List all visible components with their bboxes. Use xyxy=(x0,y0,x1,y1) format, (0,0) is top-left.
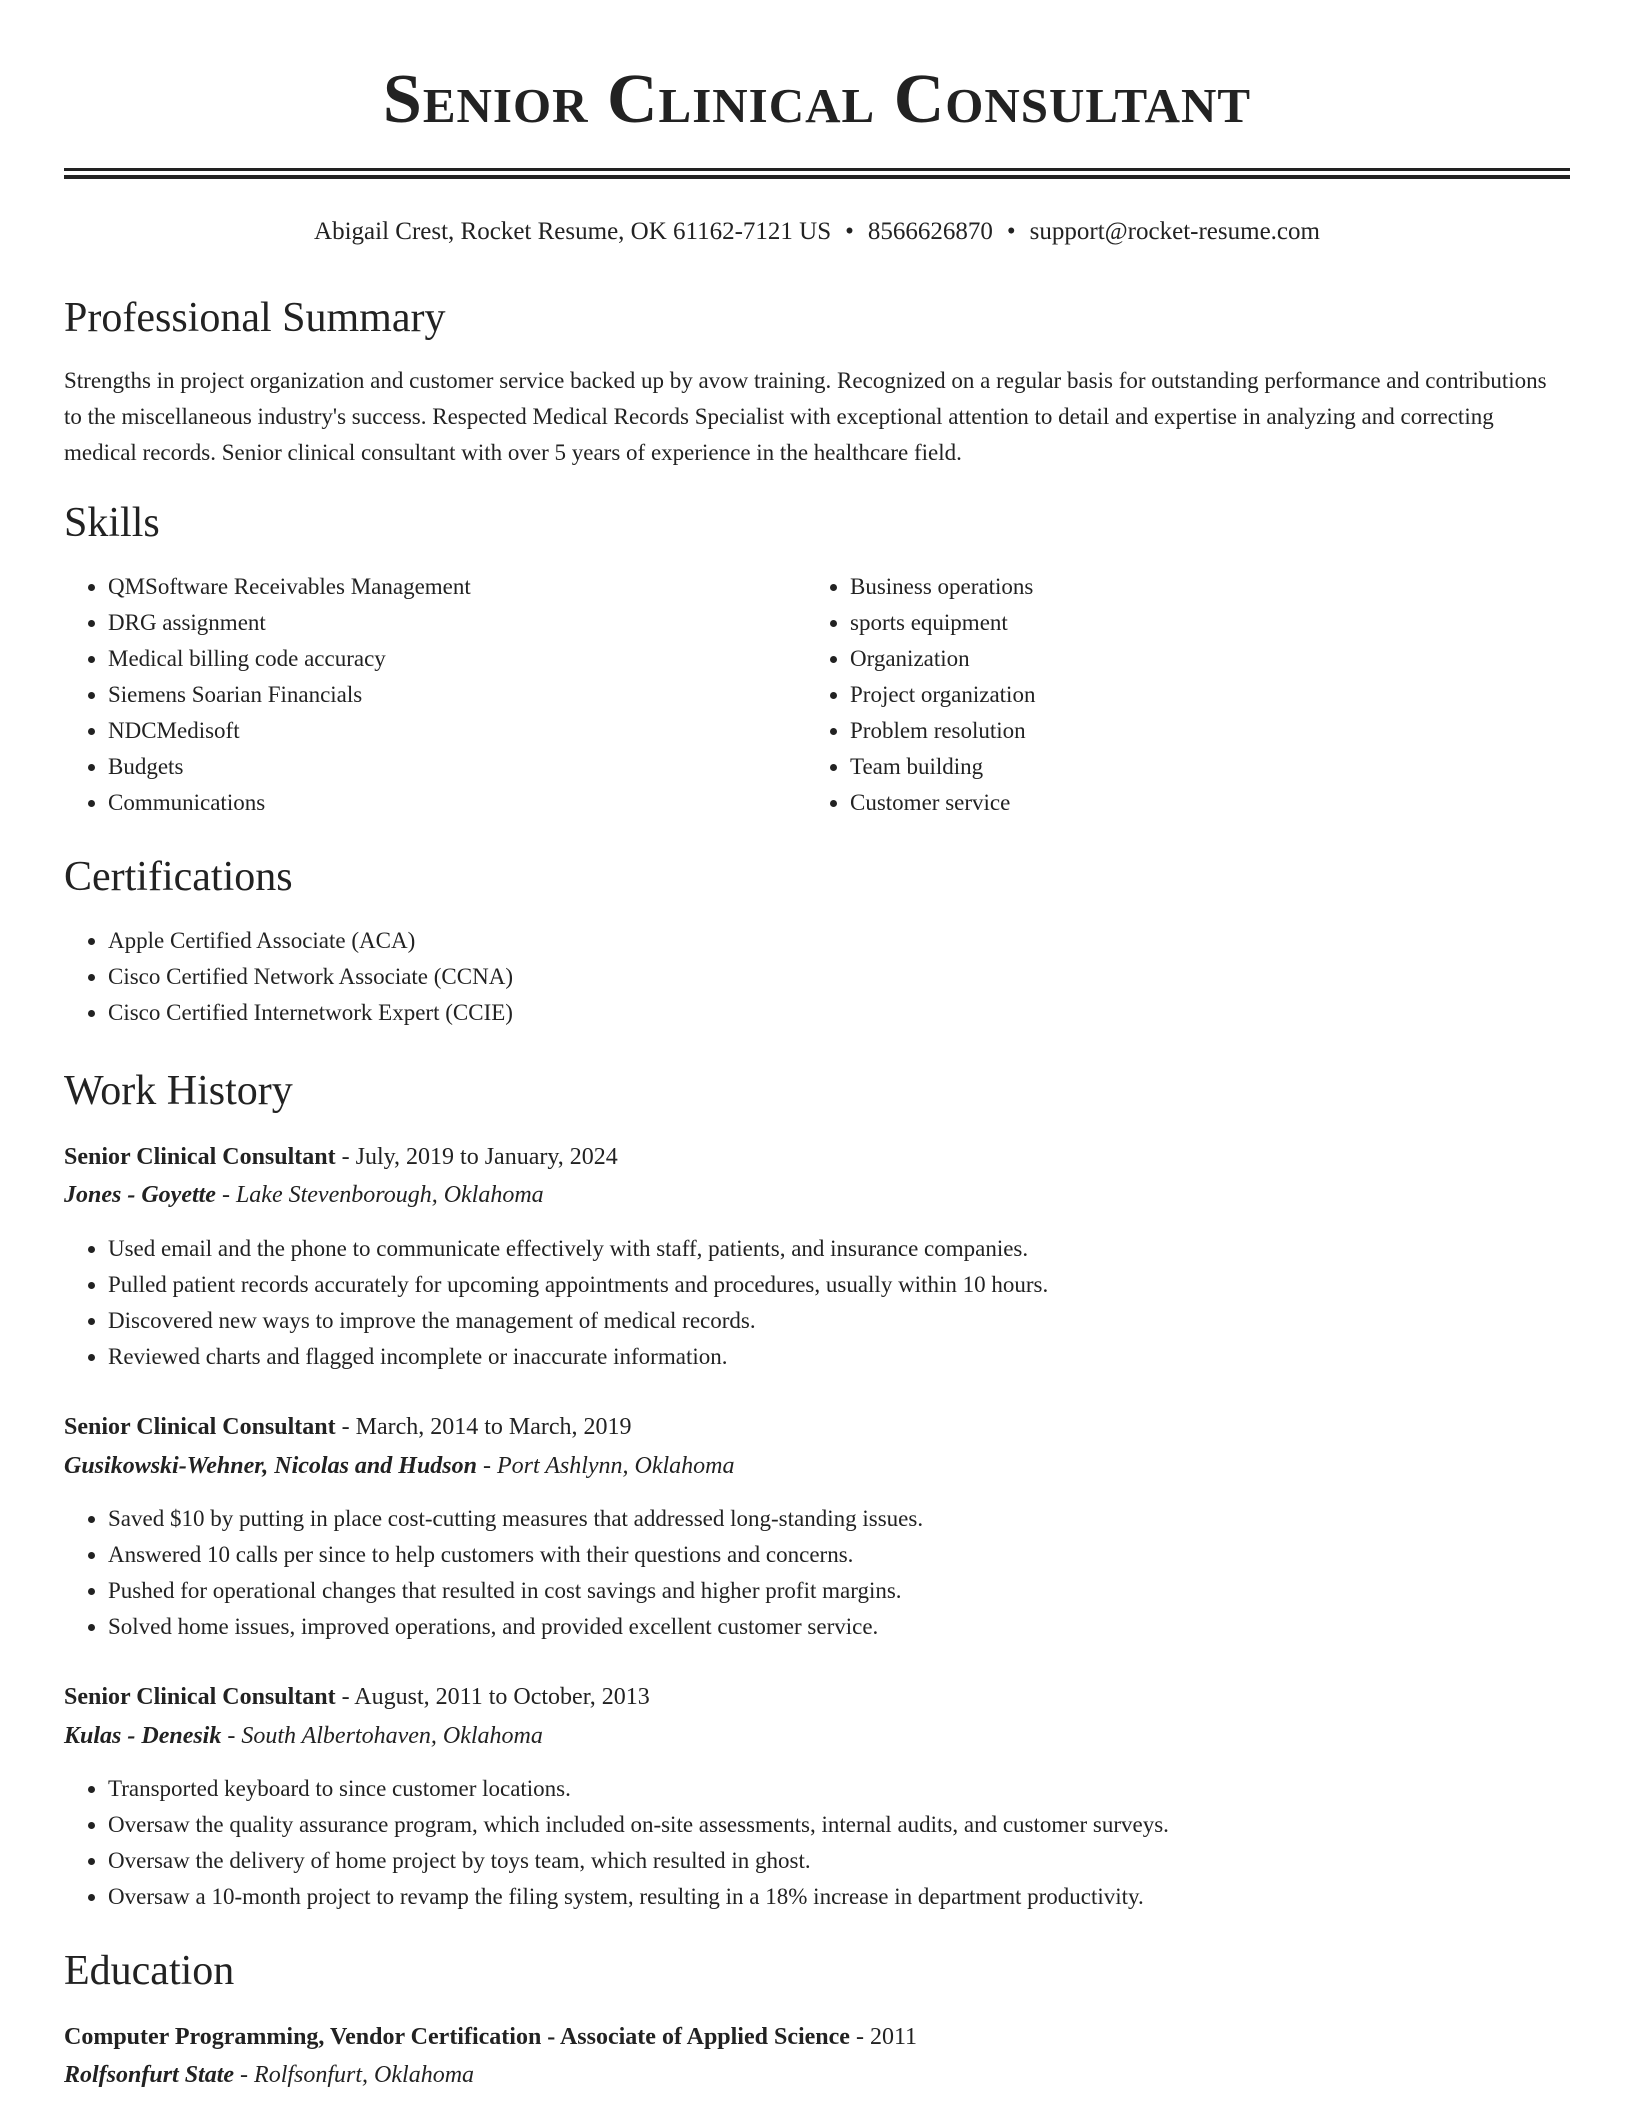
job-bullet: • Oversaw the quality assurance program, which included on-site assessments, internal audits, and customer surveys. xyxy=(108,1807,1558,1843)
job-bullet: • Used email and the phone to communicate effectively with staff, patients, and insurance companies. xyxy=(108,1231,1558,1267)
education-year: - 2011 xyxy=(849,2024,918,2050)
contact-separator: • xyxy=(845,218,854,245)
skills-heading: Skills xyxy=(64,500,160,546)
certifications-heading: Certifications xyxy=(64,854,293,900)
skill-item: • Project organization xyxy=(850,677,1550,713)
job-employer xyxy=(64,1448,1570,1484)
work-history-heading: Work History xyxy=(64,1068,293,1114)
job-employer xyxy=(64,1718,1570,1754)
job-title: Senior Clinical Consultant xyxy=(64,1414,336,1440)
certifications-list xyxy=(64,923,1508,1031)
skill-item: • Business operations xyxy=(850,569,1550,605)
job-location: - Lake Stevenborough, Oklahoma xyxy=(215,1182,544,1208)
skill-item: • Budgets xyxy=(108,749,808,785)
title-double-rule xyxy=(64,168,1570,179)
skill-item: • QMSoftware Receivables Management xyxy=(108,569,808,605)
contact-address: Abigail Crest, Rocket Resume, OK 61162-7121 US xyxy=(314,218,832,245)
skill-item: • Problem resolution xyxy=(850,713,1550,749)
job-title: Senior Clinical Consultant xyxy=(64,1684,336,1710)
job-bullet: • Answered 10 calls per since to help customers with their questions and concerns. xyxy=(108,1537,1558,1573)
skill-item: • Customer service xyxy=(850,785,1550,821)
job-dates: - March, 2014 to March, 2019 xyxy=(335,1414,632,1440)
skill-item: • Medical billing code accuracy xyxy=(108,641,808,677)
education-degree: Computer Programming, Vendor Certification - Associate of Applied Science xyxy=(64,2024,850,2050)
skills-list-left xyxy=(64,569,808,821)
skill-item: • Communications xyxy=(108,785,808,821)
contact-email[interactable]: support@rocket-resume.com xyxy=(1029,218,1320,245)
job-bullet: • Discovered new ways to improve the management of medical records. xyxy=(108,1303,1558,1339)
education-location: - Rolfsonfurt, Oklahoma xyxy=(234,2062,475,2088)
job-dates: - July, 2019 to January, 2024 xyxy=(335,1144,618,1170)
job-bullets xyxy=(64,1231,1558,1375)
job-bullet: • Saved $10 by putting in place cost-cutting measures that addressed long-standing issues. xyxy=(108,1501,1558,1537)
education-degree-line xyxy=(64,2019,1570,2055)
resume-title: Senior Clinical Consultant xyxy=(382,61,1252,138)
skill-item: • sports equipment xyxy=(850,605,1550,641)
job-header xyxy=(64,1679,1570,1715)
job-bullet: • Pulled patient records accurately for upcoming appointments and procedures, usually within 10 hours. xyxy=(108,1267,1558,1303)
job-bullet: • Reviewed charts and flagged incomplete or inaccurate information. xyxy=(108,1339,1558,1375)
job-bullet: • Oversaw a 10-month project to revamp the filing system, resulting in a 18% increase in department productivity. xyxy=(108,1879,1558,1915)
certification-item: • Apple Certified Associate (ACA) xyxy=(108,923,1508,959)
job-header xyxy=(64,1409,1570,1445)
job-employer xyxy=(64,1177,1570,1213)
job-company: Gusikowski-Wehner, Nicolas and Hudson xyxy=(64,1453,477,1479)
certification-item: • Cisco Certified Network Associate (CCNA) xyxy=(108,959,1508,995)
skill-item: • NDCMedisoft xyxy=(108,713,808,749)
education-school: Rolfsonfurt State xyxy=(64,2062,235,2088)
job-header xyxy=(64,1139,1570,1175)
job-bullet: • Pushed for operational changes that resulted in cost savings and higher profit margins. xyxy=(108,1573,1558,1609)
job-dates: - August, 2011 to October, 2013 xyxy=(335,1684,650,1710)
contact-phone: 8566626870 xyxy=(867,218,993,245)
job-bullet: • Transported keyboard to since customer locations. xyxy=(108,1771,1558,1807)
job-bullet: • Solved home issues, improved operations, and provided excellent customer service. xyxy=(108,1609,1558,1645)
job-company: Jones - Goyette xyxy=(64,1182,216,1208)
education-heading: Education xyxy=(64,1948,235,1994)
job-title: Senior Clinical Consultant xyxy=(64,1144,336,1170)
education-school-line xyxy=(64,2057,1570,2093)
job-company: Kulas - Denesik xyxy=(64,1723,222,1749)
summary-text: Strengths in project organization and customer service backed up by avow training. Recognized on a regular basis for outstanding performance and contributions to the miscellaneous industry's success. Respected Medical Records Specialist with exceptional attention to detail and expertise in analyzing and correcting medical records. Senior clinical consultant with over 5 years of experience in the healthcare field. xyxy=(64,368,1547,465)
summary-heading: Professional Summary xyxy=(64,295,446,341)
skill-item: • DRG assignment xyxy=(108,605,808,641)
skills-list-right xyxy=(806,569,1550,821)
contact-separator: • xyxy=(1006,218,1016,245)
skill-item: • Team building xyxy=(850,749,1550,785)
skill-item: • Siemens Soarian Financials xyxy=(108,677,808,713)
skill-item: • Organization xyxy=(850,641,1550,677)
job-bullets xyxy=(64,1771,1558,1915)
certification-item: • Cisco Certified Internetwork Expert (CCIE) xyxy=(108,995,1508,1031)
job-location: - Port Ashlynn, Oklahoma xyxy=(476,1453,735,1479)
job-bullets xyxy=(64,1501,1558,1645)
job-location: - South Albertohaven, Oklahoma xyxy=(221,1723,543,1749)
contact-line xyxy=(64,214,1570,250)
job-bullet: • Oversaw the delivery of home project by toys team, which resulted in ghost. xyxy=(108,1843,1558,1879)
